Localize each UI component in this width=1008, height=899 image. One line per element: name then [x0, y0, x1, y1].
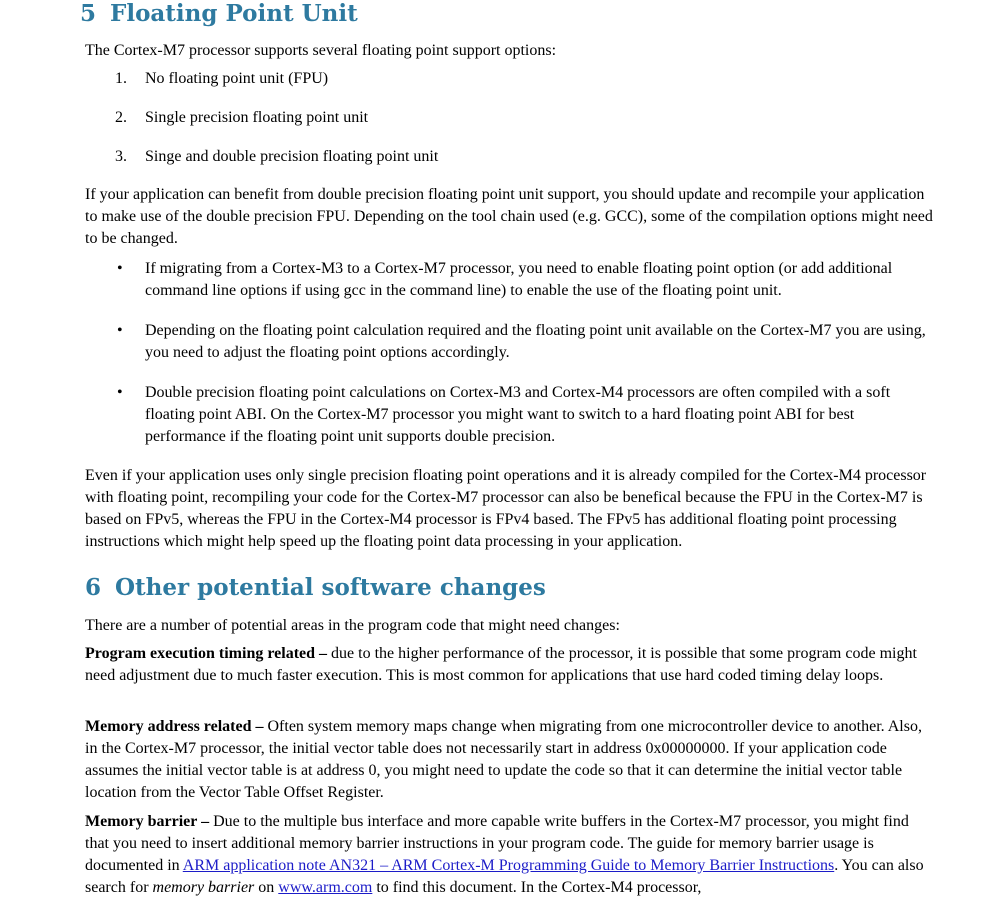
section-5-heading: [80, 0, 358, 28]
timing-paragraph: [85, 643, 935, 687]
memory-barrier-paragraph: [85, 811, 935, 899]
bold-label: Memory barrier –: [85, 813, 210, 830]
section-5-paragraph: If your application can benefit from double precision floating point unit support, you should update and recompile your application to make use of the double precision FPU. Depending on the tool chain used (e.g. GCC), some of the compilation options might need to be changed.: [85, 186, 933, 247]
section-title: Floating Point Unit: [110, 0, 358, 27]
section-number: 5: [80, 0, 97, 27]
list-text: Depending on the floating point calculation required and the floating point unit available on the Cortex-M7 you are using, you need to adjust the floating point options accordingly.: [145, 322, 926, 361]
paragraph-text: . You can also search for: [85, 857, 924, 896]
bullet-symbol: •: [117, 260, 123, 277]
list-text: Double precision floating point calculations on Cortex-M3 and Cortex-M4 processors are often compiled with a soft floating point ABI. On the Cortex-M7 processor you might want to switch to a hard floating point ABI for best performance if the floating point unit supports double precision.: [145, 384, 891, 445]
bold-label: Memory address related –: [85, 718, 264, 735]
paragraph-text: to find this document. In the Cortex-M4 processor,: [372, 879, 702, 896]
bullet-symbol: •: [117, 384, 123, 401]
bold-label: Program execution timing related –: [85, 645, 328, 662]
list-text: Singe and double precision floating point unit: [145, 148, 439, 165]
list-text: If migrating from a Cortex-M3 to a Cortex-M7 processor, you need to enable floating point option (or add additional command line options if using gcc in the command line) to enable the use of the floating point unit.: [145, 260, 893, 299]
arm-website-link[interactable]: www.arm.com: [278, 879, 373, 896]
list-text: Single precision floating point unit: [145, 109, 369, 126]
paragraph-text: on: [254, 879, 279, 896]
paragraph-text: Due to the multiple bus interface and more capable write buffers in the Cortex-M7 processor, you might find that you need to insert additional memory barrier instructions in your program code. The guide for memory barrier usage is documented in: [85, 813, 909, 874]
italic-text: memory barrier: [152, 879, 255, 896]
section-5-intro: The Cortex-M7 processor supports several floating point support options:: [85, 42, 557, 59]
bullet-symbol: •: [117, 322, 123, 339]
list-number: 3.: [115, 148, 127, 165]
section-6-intro: There are a number of potential areas in the program code that might need changes:: [85, 617, 620, 634]
section-5-paragraph: Even if your application uses only single precision floating point operations and it is already compiled for the Cortex-M4 processor with floating point, recompiling your code for the Cortex-M7 processor can also be benefical because the FPU in the Cortex-M7 is based on FPv5, whereas the FPU in the Cortex-M4 processor is FPv4 based. The FPv5 has additional floating point processing instructions which might help speed up the floating point data processing in your application.: [85, 467, 927, 550]
list-number: 1.: [115, 70, 127, 87]
paragraph-text: due to the higher performance of the processor, it is possible that some program code might need adjustment due to much faster execution. This is most common for applications that use hard coded timing delay loops.: [85, 645, 917, 684]
list-number: 2.: [115, 109, 127, 126]
section-title: Other potential software changes: [115, 574, 546, 601]
memory-address-paragraph: [85, 716, 935, 804]
list-text: No floating point unit (FPU): [145, 70, 329, 87]
paragraph-text: Often system memory maps change when migrating from one microcontroller device to another. Also, in the Cortex-M7 processor, the initial vector table does not necessarily start in address 0x00000000. If your application code assumes the initial vector table is at address 0, you might need to update the code so that it can determine the initial vector table location from the Vector Table Offset Register.: [85, 718, 922, 801]
section-6-heading: [85, 574, 546, 602]
section-number: 6: [85, 574, 102, 601]
app-note-link[interactable]: ARM application note AN321 – ARM Cortex-M Programming Guide to Memory Barrier Instructions: [182, 857, 835, 874]
